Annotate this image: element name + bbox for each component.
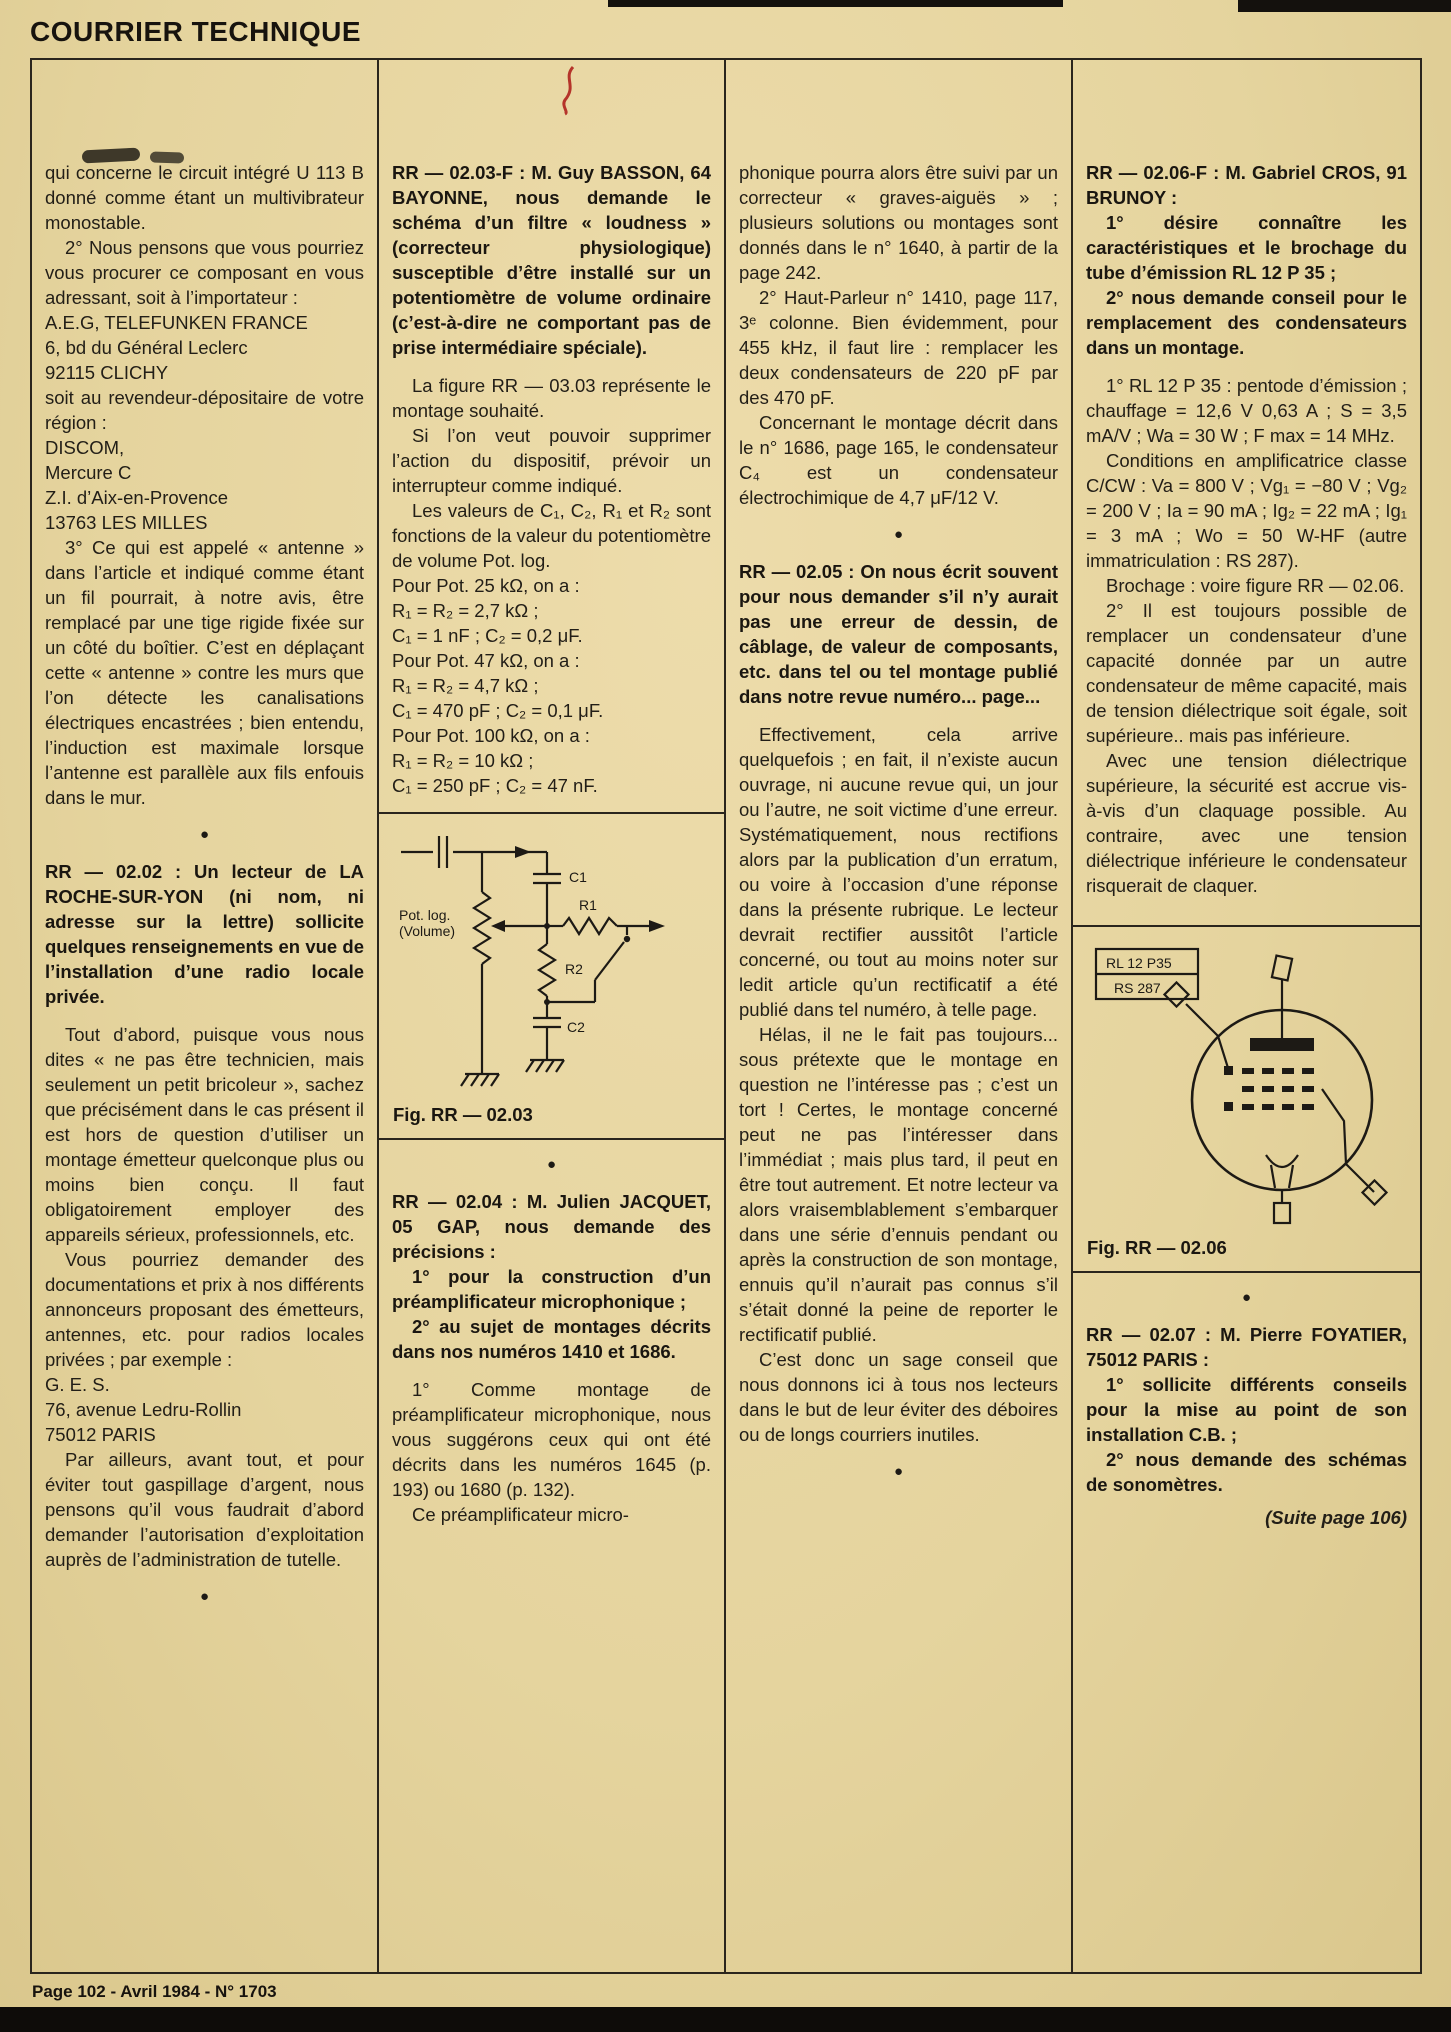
text-line: R₁ = R₂ = 2,7 kΩ ; bbox=[392, 600, 539, 621]
paragraph: Conditions en amplificatrice classe C/CW : Va = 800 V ; Vg₁ = −80 V ; Vg₂ = 200 V ; Ia = 90 mA ; Ig₂ = 22 mA ; Ig₁ = 3 mA ; Wo = 50 W-HF (autre immatriculation : RS 287). bbox=[1086, 450, 1407, 571]
paragraph: Ce préamplificateur micro- bbox=[412, 1504, 629, 1525]
ground-icon bbox=[461, 1074, 499, 1086]
tube-diagram bbox=[1082, 935, 1412, 1233]
spacer bbox=[392, 1364, 711, 1377]
node-dot bbox=[544, 999, 550, 1005]
text-line: 6, bd du Général Leclerc bbox=[45, 337, 248, 358]
section-heading: RR — 02.03-F : M. Guy BASSON, 64 BAYONNE, nous demande le schéma d’un filtre « loudness » (correcteur physiologique) susceptible d’être installé sur un potentiomètre de volume ordinaire (c’est-à-dire ne comportant pas de prise intermédiaire spéciale). bbox=[392, 162, 711, 358]
continuation-note: (Suite page 106) bbox=[1265, 1507, 1407, 1528]
text-line: C₁ = 250 pF ; C₂ = 47 nF. bbox=[392, 775, 598, 796]
paragraph: soit au revendeur-dépositaire de votre région : bbox=[45, 387, 364, 433]
section-heading: RR — 02.07 : M. Pierre FOYATIER, 75012 PARIS : bbox=[1086, 1324, 1407, 1370]
page-footer: Page 102 - Avril 1984 - N° 1703 bbox=[32, 1982, 277, 2001]
section-heading: RR — 02.02 : Un lecteur de LA ROCHE-SUR-YON (ni nom, ni adresse sur la lettre) sollicite quelques renseignements en vue de l’installation d’une radio locale privée. bbox=[45, 861, 364, 1007]
section-heading: 2° nous demande des schémas de sonomètres. bbox=[1086, 1449, 1407, 1495]
potentiometer-icon bbox=[474, 892, 490, 964]
input-capacitor-icon bbox=[439, 836, 447, 868]
text-line: R₁ = R₂ = 4,7 kΩ ; bbox=[392, 675, 539, 696]
heater-lead bbox=[1271, 1165, 1293, 1188]
pin-pad bbox=[1274, 1203, 1290, 1223]
separator-dot: ● bbox=[199, 1588, 210, 1605]
pin-pad bbox=[1271, 956, 1291, 981]
separator-dot: ● bbox=[199, 826, 210, 843]
circuit-schematic bbox=[387, 822, 717, 1100]
text-line: Z.I. d’Aix-en-Provence bbox=[45, 487, 229, 508]
label-tube-type: RL 12 P35 bbox=[1105, 955, 1172, 971]
figure-loudness-circuit bbox=[379, 812, 724, 1140]
connection-pad bbox=[1224, 1066, 1233, 1075]
label-c1: C1 bbox=[568, 869, 587, 885]
wire bbox=[547, 980, 595, 1002]
internal-connector bbox=[1322, 1089, 1346, 1164]
paragraph: Concernant le montage décrit dans le n° 1686, page 165, le condensateur C₄ est un condensateur électrochimique de 4,7 μF/12 V. bbox=[739, 412, 1058, 508]
text-line: 76, avenue Ledru-Rollin bbox=[45, 1399, 242, 1420]
section-heading: 1° pour la construction d’un préamplificateur microphonique ; bbox=[392, 1266, 711, 1312]
pin-lead bbox=[1186, 1004, 1218, 1036]
text-line: Pour Pot. 47 kΩ, on a : bbox=[392, 650, 580, 671]
pin-pad bbox=[1164, 982, 1188, 1006]
switch-icon bbox=[595, 942, 624, 980]
bottom-black-bar bbox=[0, 2007, 1451, 2032]
paragraph: C’est donc un sage conseil que nous donnons ici à tous nos lecteurs dans le but de leur éviter des déboires ou de longs courriers inutiles. bbox=[739, 1349, 1058, 1445]
internal-connector bbox=[1218, 1036, 1228, 1068]
capacitor-c2-icon bbox=[533, 1018, 561, 1027]
page-title: COURRIER TECHNIQUE bbox=[30, 16, 362, 47]
connection-pad bbox=[1224, 1102, 1233, 1111]
paragraph: La figure RR — 03.03 représente le montage souhaité. bbox=[392, 375, 711, 421]
text-line: Pour Pot. 100 kΩ, on a : bbox=[392, 725, 590, 746]
label-r2: R2 bbox=[564, 961, 583, 977]
resistor-r2-icon bbox=[539, 944, 555, 996]
paragraph: qui concerne le circuit intégré U 113 B donné comme étant un multivibrateur monostable. bbox=[45, 162, 364, 233]
paragraph: 1° RL 12 P 35 : pentode d’émission ; chauffage = 12,6 V 0,63 A ; S = 3,5 mA/V ; Wa = 30 W ; F max = 14 MHz. bbox=[1086, 375, 1407, 446]
anode-plate-icon bbox=[1250, 1038, 1314, 1051]
paragraph: phonique pourra alors être suivi par un correcteur « graves-aiguës » ; plusieurs solutions ou montages sont donnés dans le n° 1640, à partir de la page 242. bbox=[739, 162, 1058, 283]
ground-icon bbox=[526, 1060, 564, 1072]
paragraph: 2° Haut-Parleur n° 1410, page 117, 3ᵉ colonne. Bien évidemment, pour 455 kHz, il faut lire : remplacer les deux condensateurs de 220 pF par des 470 pF. bbox=[739, 287, 1058, 408]
content-frame bbox=[30, 58, 1422, 1974]
column-1 bbox=[32, 60, 379, 1972]
spacer bbox=[1086, 898, 1407, 911]
text-line: DISCOM, bbox=[45, 437, 125, 458]
scan-artifact bbox=[1238, 0, 1451, 12]
label-c2: C2 bbox=[566, 1019, 585, 1035]
paragraph: Par ailleurs, avant tout, et pour éviter tout gaspillage d’argent, nous pensons qu’il vous faudrait d’abord demander l’autorisation d’exploitation auprès de l’administration de tutelle. bbox=[45, 1449, 364, 1570]
switch-pivot-dot bbox=[623, 936, 629, 942]
resistor-r1-icon bbox=[563, 918, 617, 934]
text-line: A.E.G, TELEFUNKEN FRANCE bbox=[45, 312, 308, 333]
text-line: G. E. S. bbox=[45, 1374, 110, 1395]
scan-artifact bbox=[608, 0, 1063, 7]
label-tube-alt: RS 287 bbox=[1113, 980, 1161, 996]
label-pot-volume: (Volume) bbox=[398, 923, 455, 939]
paragraph: Effectivement, cela arrive quelquefois ; en fait, il n’existe aucun ouvrage, ni aucune revue qui, un jour ou l’autre, ne soit victime d’une erreur. Systématiquement, nous rectifions alors par la publication d’un erratum, ou voire à l’occasion d’une réponse dans la présente rubrique. Le lecteur devrait rectifier aussitôt l’article concerné, ou tout au moins noter sur ledit article qu’un rectificatif a été publié dans tel numéro, à telle page. bbox=[739, 724, 1058, 1020]
output-arrow-icon bbox=[649, 920, 665, 932]
text-line: 13763 LES MILLES bbox=[45, 512, 208, 533]
separator-dot: ● bbox=[893, 1463, 904, 1480]
text-line: R₁ = R₂ = 10 kΩ ; bbox=[392, 750, 534, 771]
spacer bbox=[392, 360, 711, 373]
text-line: C₁ = 470 pF ; C₂ = 0,1 μF. bbox=[392, 700, 604, 721]
section-heading: 1° sollicite différents conseils pour la mise au point de son installation C.B. ; bbox=[1086, 1374, 1407, 1445]
paragraph: Si l’on veut pouvoir supprimer l’action du dispositif, prévoir un interrupteur comme indiqué. bbox=[392, 425, 711, 496]
paragraph: Brochage : voire figure RR — 02.06. bbox=[1106, 575, 1405, 596]
paragraph: 2° Nous pensons que vous pourriez vous procurer ce composant en vous adressant, soit à l’importateur : bbox=[45, 237, 364, 308]
section-heading: RR — 02.04 : M. Julien JACQUET, 05 GAP, nous demande des précisions : bbox=[392, 1191, 711, 1262]
figure-caption: Fig. RR — 02.03 bbox=[393, 1104, 533, 1125]
text-line: 92115 CLICHY bbox=[45, 362, 169, 383]
paragraph: Hélas, il ne le fait pas toujours... sous prétexte que le montage en question ne l’intéresse pas ; c’est un tort ! Certes, le montage concerné peut ne pas l’intéresser dans l’immédiat ; mais plus tard, il peut en être tout autrement. Et notre lecteur va alors vraisemblablement s’embarquer dans une série d’ennuis pendant ou après la construction de son montage, ennuis qu’il n’aurait pas connus s’il s’était donné la peine de reporter le rectificatif publié. bbox=[739, 1024, 1058, 1345]
label-pot: Pot. log. bbox=[398, 907, 450, 923]
paragraph: Les valeurs de C₁, C₂, R₁ et R₂ sont fonctions de la valeur du potentiomètre de volume Pot. log. bbox=[392, 500, 711, 571]
section-heading: 1° désire connaître les caractéristiques et le brochage du tube d’émission RL 12 P 35 ; bbox=[1086, 212, 1407, 283]
spacer bbox=[739, 709, 1058, 722]
paragraph: Tout d’abord, puisque vous nous dites « ne pas être technicien, mais seulement un petit bricoleur », sachez que précisément dans le cas présent il est hors de question d’utiliser un montage émetteur quelconque plus ou moins bien conçu. Il faut obligatoirement employer des appareils sérieux, professionnels, etc. bbox=[45, 1024, 364, 1245]
wiper-arrow-icon bbox=[491, 920, 505, 932]
label-r1: R1 bbox=[578, 897, 597, 913]
spacer bbox=[45, 1009, 364, 1022]
column-4 bbox=[1073, 60, 1420, 1972]
text-line: C₁ = 1 nF ; C₂ = 0,2 μF. bbox=[392, 625, 583, 646]
spacer bbox=[1086, 360, 1407, 373]
text-line: 75012 PARIS bbox=[45, 1424, 156, 1445]
signal-arrow-icon bbox=[515, 846, 531, 858]
column-2 bbox=[379, 60, 726, 1972]
section-heading: RR — 02.05 : On nous écrit souvent pour nous demander s’il n’y aurait pas une erreur de dessin, de câblage, de valeur de composants, etc. dans tel ou tel montage publié dans notre revue numéro... page... bbox=[739, 561, 1058, 707]
paragraph: 1° Comme montage de préamplificateur microphonique, nous vous suggérons ceux qui ont été décrits dans les numéros 1645 (p. 193) ou 1680 (p. 132). bbox=[392, 1379, 711, 1500]
separator-dot: ● bbox=[893, 526, 904, 543]
section-heading: RR — 02.06-F : M. Gabriel CROS, 91 BRUNOY : bbox=[1086, 162, 1407, 208]
figure-tube-pinout bbox=[1073, 925, 1420, 1273]
paragraph: Vous pourriez demander des documentations et prix à nos différents annonceurs proposant des émetteurs, antennes, etc. pour radios locales privées ; par exemple : bbox=[45, 1249, 364, 1370]
separator-dot: ● bbox=[546, 1156, 557, 1173]
pin-lead bbox=[1346, 1164, 1374, 1192]
text-line: Pour Pot. 25 kΩ, on a : bbox=[392, 575, 580, 596]
paragraph: 2° Il est toujours possible de remplacer un condensateur d’une capacité donnée par un autre condensateur de même capacité, mais de tension diélectrique soit égale, soit supérieure.. mais pas inférieure. bbox=[1086, 600, 1407, 746]
column-3 bbox=[726, 60, 1073, 1972]
separator-dot: ● bbox=[1241, 1289, 1252, 1306]
capacitor-c1-icon bbox=[533, 852, 561, 926]
section-heading: 2° au sujet de montages décrits dans nos numéros 1410 et 1686. bbox=[392, 1316, 711, 1362]
section-heading: 2° nous demande conseil pour le remplacement des condensateurs dans un montage. bbox=[1086, 287, 1407, 358]
text-line: Mercure C bbox=[45, 462, 132, 483]
paragraph: 3° Ce qui est appelé « antenne » dans l’article et indiqué comme étant un fil pourrait, à notre avis, être remplacé par une tige rigide fixée sur un côté du boîtier. C’est en déplaçant cette « antenne » contre les murs que l’on détecte les canalisations électriques encastrées ; bien entendu, l’induction est maximale lorsque l’antenne est parallèle aux fils enfouis dans le mur. bbox=[45, 537, 364, 808]
paragraph: Avec une tension diélectrique supérieure, la sécurité est accrue vis-à-vis d’un claquage possible. Au contraire, avec une tension diélectrique inférieure le condensateur risquerait de claquer. bbox=[1086, 750, 1407, 896]
node-dot bbox=[544, 923, 550, 929]
figure-caption: Fig. RR — 02.06 bbox=[1087, 1237, 1227, 1258]
